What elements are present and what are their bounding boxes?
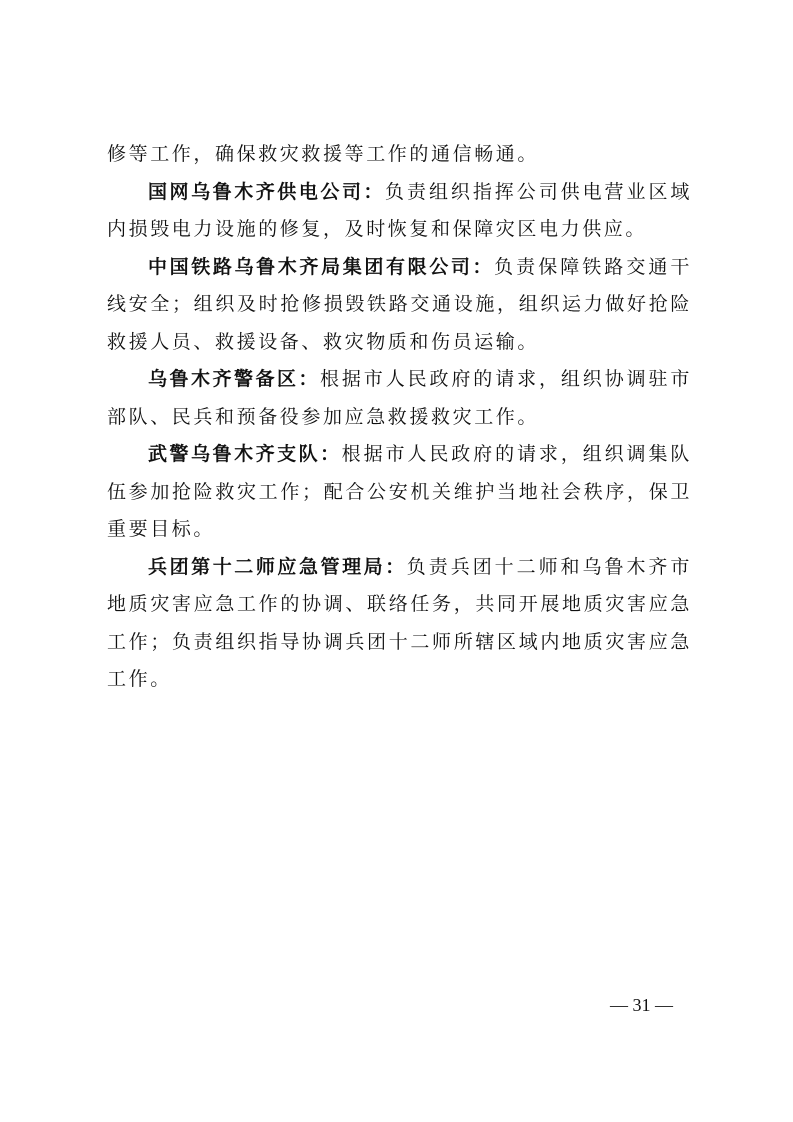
document-body (107, 136, 692, 699)
organization-name: 武警乌鲁木齐支队： (148, 443, 342, 465)
paragraph-railway-group (107, 249, 692, 362)
paragraph-text: 根据市人民政府的请求，组织协调驻市部队、民兵和预备役参加应急救援救灾工作。 (107, 368, 692, 428)
organization-name: 乌鲁木齐警备区： (148, 368, 320, 390)
organization-name: 兵团第十二师应急管理局： (148, 555, 407, 578)
paragraph-state-grid (107, 174, 692, 249)
paragraph-continuation (107, 136, 692, 174)
paragraph-text: 根据市人民政府的请求，组织调集队伍参加抢险救灾工作；配合公安机关维护当地社会秩序，保卫重要目标。 (107, 443, 692, 540)
paragraph-text: 负责保障铁路交通干线安全；组织及时抢修损毁铁路交通设施，组织运力做好抢险救援人员、救援设备、救灾物质和伤员运输。 (107, 255, 693, 353)
paragraph-text: 负责兵团十二师和乌鲁木齐市地质灾害应急工作的协调、联络任务，共同开展地质灾害应急工作；负责组织指导协调兵团十二师所辖区域内地质灾害应急工作。 (107, 555, 692, 690)
paragraph-corps-emergency (107, 549, 692, 699)
paragraph-text: 负责组织指挥公司供电营业区域内损毁电力设施的修复，及时恢复和保障灾区电力供应。 (107, 180, 692, 240)
organization-name: 中国铁路乌鲁木齐局集团有限公司： (148, 255, 495, 278)
paragraph-text: 修等工作，确保救灾救援等工作的通信畅通。 (107, 143, 540, 165)
organization-name: 国网乌鲁木齐供电公司： (148, 180, 386, 203)
paragraph-garrison (107, 361, 692, 436)
paragraph-armed-police (107, 436, 692, 549)
page-number: — 31 — (610, 995, 673, 1015)
